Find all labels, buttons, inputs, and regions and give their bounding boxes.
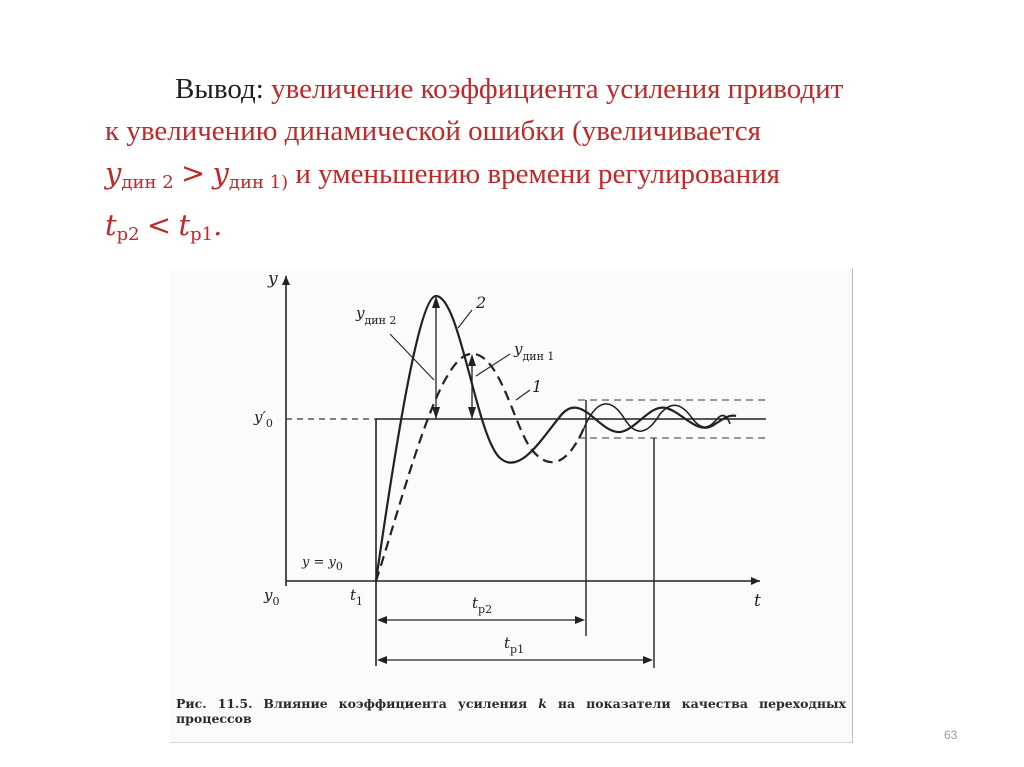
curve1-leader xyxy=(516,390,530,400)
conclusion-part1: увеличение коэффициента усиления приводит xyxy=(271,73,844,105)
conclusion-part2: к увеличению динамической ошибки (увеличивается xyxy=(105,115,762,147)
curve2-leader xyxy=(458,310,472,328)
page-number: 63 xyxy=(944,728,958,742)
tp2-label: $t_{p2}$ xyxy=(472,594,493,616)
t1-label: $t_1$ xyxy=(350,586,364,608)
math-tp2: $t_{p2}$ xyxy=(105,208,140,245)
ydyn2-leader xyxy=(390,334,434,380)
conclusion-part3: и уменьшению времени регулирования xyxy=(295,158,781,190)
y0-label: $y_0$ xyxy=(264,586,280,608)
math-gt: > xyxy=(180,156,206,190)
math-ydyn1: $y_{дин 1)}$ xyxy=(212,156,289,193)
t-axis-label: t xyxy=(754,591,761,611)
curve-2 xyxy=(376,296,736,581)
math-lt: < xyxy=(146,208,172,242)
ydyn2-label: $y_{дин 2}$ xyxy=(356,304,397,327)
conclusion-text xyxy=(105,68,973,256)
math-tp1: $t_{p1}$. xyxy=(178,208,223,245)
y-equals-y0-label: $y = y_0$ xyxy=(302,555,343,573)
figure-panel xyxy=(170,268,853,743)
curve2-label: 2 xyxy=(476,293,487,312)
conclusion-lead: Вывод: xyxy=(175,73,264,105)
ydyn1-label: $y_{дин 1}$ xyxy=(514,340,555,363)
figure-caption: Рис. 11.5. Влияние коэффициента усиления k на показатели качества переходных процессов xyxy=(176,696,846,726)
y0-prime-label: $y'_0$ xyxy=(254,408,273,430)
tp1-label: $t_{p1}$ xyxy=(504,634,525,656)
math-ydyn2: $y_{дин 2}$ xyxy=(105,156,174,193)
transient-diagram xyxy=(170,268,852,688)
y-axis-label: y xyxy=(268,269,278,289)
curve1-label: 1 xyxy=(532,377,543,396)
